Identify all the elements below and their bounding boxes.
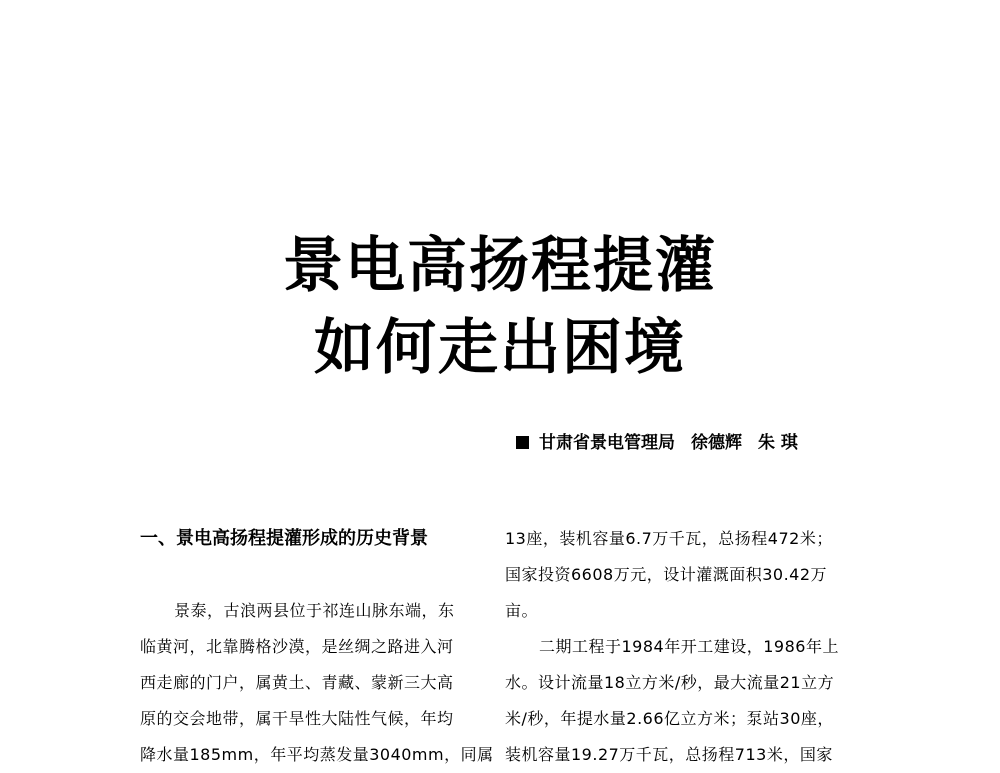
section-heading: 一、景电高扬程提灌形成的历史背景 <box>140 528 428 549</box>
paragraph-line: 亩。 <box>505 601 539 620</box>
paragraph-line: 西走廊的门户，属黄土、青藏、蒙新三大高 <box>140 673 454 692</box>
byline <box>516 431 798 455</box>
paragraph-line: 景泰，古浪两县位于祁连山脉东端，东 <box>174 601 455 620</box>
paragraph-line: 降水量185mm，年平均蒸发量3040mm，同属 <box>140 745 494 764</box>
paragraph-line: 米/秒，年提水量2.66亿立方米；泵站30座， <box>505 709 834 728</box>
paragraph-line: 13座，装机容量6.7万千瓦，总扬程472米； <box>505 529 833 548</box>
article-title-line-1: 景电高扬程提灌 <box>283 231 717 301</box>
byline-author-2: 朱 琪 <box>758 433 798 453</box>
right-column <box>505 521 850 773</box>
paragraph-line: 水。设计流量18立方米/秒，最大流量21立方 <box>505 673 835 692</box>
paragraph-line: 国家投资6608万元，设计灌溉面积30.42万 <box>505 565 828 584</box>
article-title-line-2: 如何走出困境 <box>314 313 686 383</box>
square-bullet-icon <box>516 436 529 449</box>
byline-organization: 甘肃省景电管理局 <box>539 433 675 453</box>
paragraph-line: 原的交会地带，属干旱性大陆性气候，年均 <box>140 709 454 728</box>
byline-author-1: 徐德辉 <box>691 433 742 453</box>
left-column <box>140 521 494 773</box>
paragraph-line: 临黄河，北靠腾格沙漠，是丝绸之路进入河 <box>140 637 454 656</box>
paragraph-line: 二期工程于1984年开工建设，1986年上 <box>539 637 839 656</box>
paragraph-line: 装机容量19.27万千瓦，总扬程713米，国家 <box>505 745 833 764</box>
